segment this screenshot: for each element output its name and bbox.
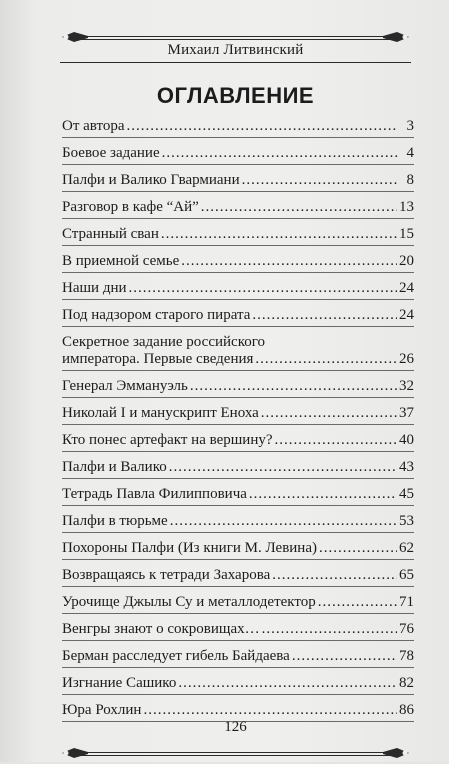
toc-entry-page: 62	[399, 540, 414, 556]
toc-entry	[62, 405, 414, 425]
toc-entry-page: 24	[399, 280, 414, 296]
toc-entry	[62, 145, 414, 165]
toc-entry-page: 82	[399, 675, 414, 691]
toc-entry-title: Под надзором старого пирата	[62, 307, 251, 323]
toc-entry	[62, 567, 414, 587]
toc-entry	[62, 280, 414, 300]
toc-entry-page: 15	[399, 226, 414, 242]
toc-entry-page: 26	[399, 351, 414, 367]
toc-entry-title: Берман расследует гибель Байдаева	[62, 648, 290, 664]
toc-entry-title: От автора	[62, 118, 125, 134]
toc-entry-title: Странный сван	[62, 226, 159, 242]
toc-entry-title: Палфи и Валико	[62, 459, 167, 475]
toc-entry-title: Урочище Джылы Су и металлодетектор	[62, 594, 316, 610]
toc-entry	[62, 199, 414, 219]
toc-entry-title: Николай I и манускрипт Еноха	[62, 405, 259, 421]
toc-entry-title: Изгнание Сашико	[62, 675, 177, 691]
toc-entry-title: Генерал Эммануэль	[62, 378, 188, 394]
toc-entry-page: 3	[406, 118, 414, 134]
toc-entry	[62, 253, 414, 273]
toc-entry-title: Венгры знают о сокровищах…	[62, 621, 260, 637]
toc-entry-page: 65	[399, 567, 414, 583]
page-number: 126	[224, 719, 247, 735]
toc-entry	[62, 648, 414, 668]
toc-entry-page: 40	[399, 432, 414, 448]
toc-entry	[62, 172, 414, 192]
toc-entry-page: 78	[399, 648, 414, 664]
toc-entry	[62, 334, 414, 371]
toc-entry-page: 20	[399, 253, 414, 269]
toc-entry-page: 32	[399, 378, 414, 394]
toc-entry-page: 24	[399, 307, 414, 323]
toc-entry-title: Палфи и Валико Гвармиани	[62, 172, 240, 188]
toc-entry	[62, 540, 414, 560]
toc-entry-page: 53	[399, 513, 414, 529]
toc-entry	[62, 486, 414, 506]
toc-entry-title: Похороны Палфи (Из книги М. Левина)	[62, 540, 317, 556]
toc-entry-title: Тетрадь Павла Филипповича	[62, 486, 247, 502]
toc-entry-page: 76	[399, 621, 414, 637]
bottom-ornament-rule	[60, 742, 411, 764]
toc-entry	[62, 513, 414, 533]
toc-entry	[62, 118, 414, 138]
toc-entry	[62, 594, 414, 614]
toc-entry-page: 4	[406, 145, 414, 161]
toc-entry	[62, 675, 414, 695]
toc-entry-title: В приемной семье	[62, 253, 180, 269]
toc-entry-page: 86	[399, 702, 414, 718]
toc-entry	[62, 432, 414, 452]
right-ornament-icon	[381, 742, 411, 764]
toc-entry-title: Разговор в кафе “Ай”	[62, 199, 199, 215]
toc-entry	[62, 621, 414, 641]
toc-entry-title: императора. Первые сведения	[62, 351, 254, 367]
toc-entry-title-line1: Секретное задание российского	[62, 334, 266, 350]
table-of-contents	[62, 118, 414, 729]
running-title: Михаил Литвинский	[167, 42, 304, 58]
toc-entry-page: 43	[399, 459, 414, 475]
toc-entry-title: Возвращаясь к тетради Захарова	[62, 567, 271, 583]
toc-entry-page: 8	[406, 172, 414, 188]
toc-entry-title: Боевое задание	[62, 145, 160, 161]
toc-entry	[62, 307, 414, 327]
toc-entry-title: Кто понес артефакт на вершину?	[62, 432, 273, 448]
toc-entry-title: Юра Рохлин	[62, 702, 142, 718]
toc-entry-page: 13	[399, 199, 414, 215]
toc-entry-page: 37	[399, 405, 414, 421]
toc-entry-title: Наши дни	[62, 280, 127, 296]
toc-entry-page: 45	[399, 486, 414, 502]
toc-entry	[62, 226, 414, 246]
toc-entry	[62, 378, 414, 398]
running-title-underline	[60, 40, 411, 63]
toc-entry-page: 71	[399, 594, 414, 610]
toc-entry-title: Палфи в тюрьме	[62, 513, 168, 529]
toc-entry	[62, 459, 414, 479]
page-title: ОГЛАВЛЕНИЕ	[156, 83, 315, 108]
